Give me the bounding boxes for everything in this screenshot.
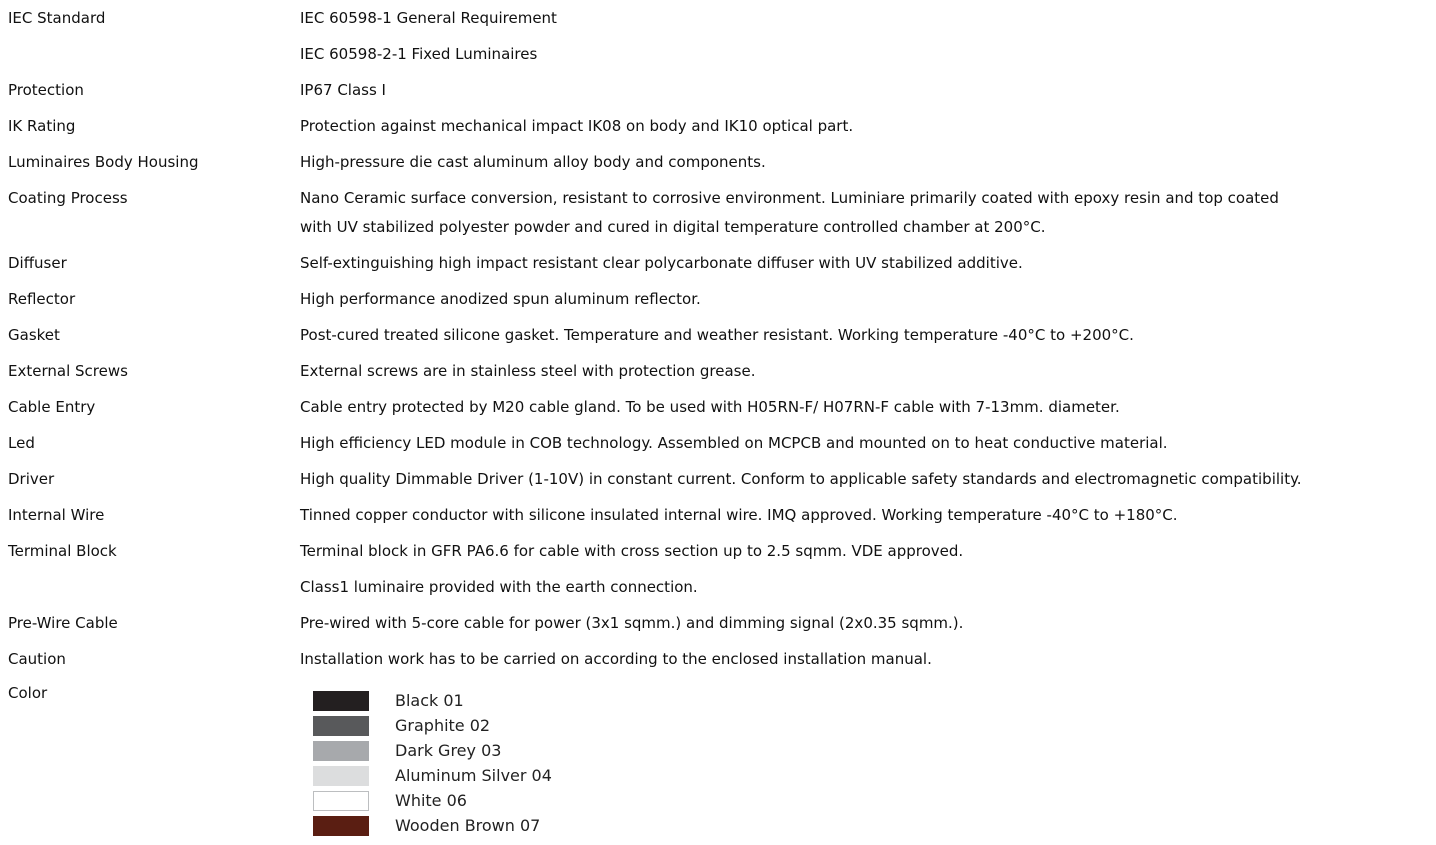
spec-value-line: IP67 Class I [300, 81, 386, 99]
spec-row-color [8, 677, 1428, 838]
color-swatch [313, 716, 369, 736]
spec-row-external-screws [8, 353, 1428, 389]
color-option-label: Aluminum Silver 04 [395, 766, 552, 785]
color-option-label: Wooden Brown 07 [395, 816, 541, 835]
spec-value-line: High-pressure die cast aluminum alloy body and components. [300, 153, 766, 171]
spec-row-diffuser [8, 245, 1428, 281]
color-option-graphite [313, 713, 552, 738]
spec-row-body-housing [8, 144, 1428, 180]
spec-label: External Screws [8, 362, 128, 380]
spec-value [300, 187, 1428, 238]
spec-value [300, 360, 1428, 382]
spec-value-line: Self-extinguishing high impact resistant clear polycarbonate diffuser with UV stabilized additive. [300, 254, 1023, 272]
spec-table [8, 0, 1428, 838]
spec-row-gasket [8, 317, 1428, 353]
color-option-dark-grey [313, 738, 552, 763]
spec-label: IEC Standard [8, 9, 106, 27]
spec-row-pre-wire-cable [8, 605, 1428, 641]
color-option-label: Dark Grey 03 [395, 741, 502, 760]
spec-value [300, 540, 1428, 562]
spec-value [300, 576, 1428, 598]
spec-value [300, 7, 1428, 29]
color-option-label: White 06 [395, 791, 467, 810]
color-option-label: Black 01 [395, 691, 464, 710]
spec-value [300, 252, 1428, 274]
spec-value-line: High performance anodized spun aluminum reflector. [300, 290, 701, 308]
spec-row-protection [8, 72, 1428, 108]
spec-value [300, 612, 1428, 634]
spec-row-internal-wire [8, 497, 1428, 533]
spec-row-iec-standard-2 [8, 36, 1428, 72]
spec-row-coating-process [8, 180, 1428, 245]
spec-value-line: IEC 60598-1 General Requirement [300, 9, 557, 27]
spec-label: Led [8, 434, 35, 452]
color-swatch [313, 766, 369, 786]
spec-row-terminal-block [8, 533, 1428, 569]
color-option-black [313, 688, 552, 713]
spec-label: Luminaires Body Housing [8, 153, 199, 171]
spec-value-line: High efficiency LED module in COB technology. Assembled on MCPCB and mounted on to heat conductive material. [300, 434, 1168, 452]
spec-label: Caution [8, 650, 66, 668]
spec-value [300, 43, 1428, 65]
spec-label: Protection [8, 81, 84, 99]
spec-label: Driver [8, 470, 55, 488]
spec-value-line: Post-cured treated silicone gasket. Temperature and weather resistant. Working temperature -40°C to +200°C. [300, 326, 1134, 344]
spec-value-line: Cable entry protected by M20 cable gland. To be used with H05RN-F/ H07RN-F cable with 7-13mm. diameter. [300, 398, 1120, 416]
spec-label: Terminal Block [8, 542, 117, 560]
color-option-white [313, 788, 552, 813]
spec-value [300, 504, 1428, 526]
spec-label: Cable Entry [8, 398, 96, 416]
spec-label: Color [8, 684, 48, 702]
spec-label: Pre-Wire Cable [8, 614, 118, 632]
spec-value-line: External screws are in stainless steel with protection grease. [300, 362, 756, 380]
spec-value-line: Class1 luminaire provided with the earth connection. [300, 578, 698, 596]
spec-label: Internal Wire [8, 506, 105, 524]
spec-value-line: with UV stabilized polyester powder and cured in digital temperature controlled chamber at 200°C. [300, 218, 1046, 236]
spec-row-cable-entry [8, 389, 1428, 425]
spec-value-line: Nano Ceramic surface conversion, resistant to corrosive environment. Luminiare primarily coated with epoxy resin and top coated [300, 189, 1279, 207]
spec-row-led [8, 425, 1428, 461]
spec-value-line: IEC 60598-2-1 Fixed Luminaires [300, 45, 538, 63]
spec-row-terminal-block-2 [8, 569, 1428, 605]
spec-value [300, 468, 1428, 490]
spec-label: Diffuser [8, 254, 67, 272]
color-swatch-list [313, 688, 552, 838]
color-option-aluminum-silver [313, 763, 552, 788]
color-swatch [313, 791, 369, 811]
color-option-label: Graphite 02 [395, 716, 491, 735]
spec-value [300, 288, 1428, 310]
spec-row-iec-standard [8, 0, 1428, 36]
spec-value-line: Tinned copper conductor with silicone insulated internal wire. IMQ approved. Working temperature -40°C to +180°C. [300, 506, 1178, 524]
spec-label: Gasket [8, 326, 60, 344]
spec-value [300, 396, 1428, 418]
color-option-wooden-brown [313, 813, 552, 838]
spec-value [300, 115, 1428, 137]
color-swatch [313, 816, 369, 836]
spec-value [300, 151, 1428, 173]
spec-row-reflector [8, 281, 1428, 317]
spec-label: Coating Process [8, 189, 128, 207]
spec-value-line: Protection against mechanical impact IK08 on body and IK10 optical part. [300, 117, 854, 135]
spec-value [300, 648, 1428, 670]
spec-row-driver [8, 461, 1428, 497]
spec-row-ik-rating [8, 108, 1428, 144]
spec-value [300, 324, 1428, 346]
spec-label: IK Rating [8, 117, 76, 135]
color-swatch [313, 691, 369, 711]
spec-label: Reflector [8, 290, 76, 308]
spec-value-line: Pre-wired with 5-core cable for power (3x1 sqmm.) and dimming signal (2x0.35 sqmm.). [300, 614, 964, 632]
spec-value-line: Terminal block in GFR PA6.6 for cable with cross section up to 2.5 sqmm. VDE approved. [300, 542, 964, 560]
spec-value [300, 79, 1428, 101]
spec-value-line: Installation work has to be carried on according to the enclosed installation manual. [300, 650, 932, 668]
color-swatch [313, 741, 369, 761]
spec-value-line: High quality Dimmable Driver (1-10V) in constant current. Conform to applicable safety standards and electromagnetic compatibility. [300, 470, 1302, 488]
spec-row-caution [8, 641, 1428, 677]
spec-value [300, 432, 1428, 454]
